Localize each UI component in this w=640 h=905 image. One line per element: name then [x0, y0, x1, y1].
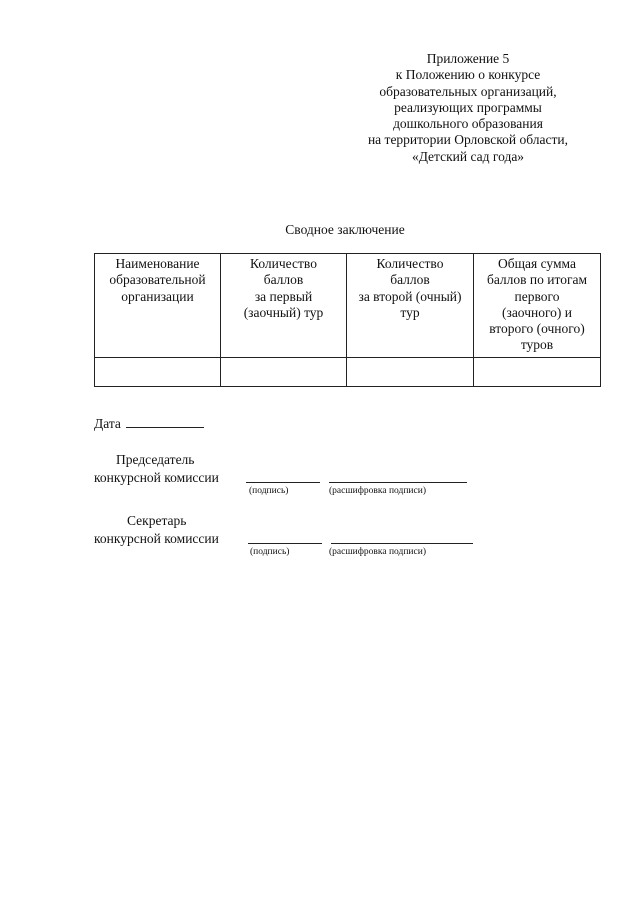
table-cell	[347, 358, 474, 387]
header-organization-name	[95, 254, 221, 358]
header-second-round-points	[347, 254, 474, 358]
header-line: организации	[121, 288, 194, 304]
date-field	[94, 415, 204, 432]
header-line: образовательной	[109, 272, 206, 288]
header-line: (заочного) и	[501, 304, 573, 320]
appendix-line: на территории Орловской области,	[367, 132, 569, 148]
document-title: Сводное заключение	[285, 222, 405, 237]
secretary-commission: конкурсной комиссии	[94, 531, 219, 546]
appendix-line: образовательных организаций,	[379, 83, 557, 99]
header-line: Наименование	[115, 256, 200, 271]
header-first-round-points	[221, 254, 347, 358]
secretary-decode-caption: (расшифровка подписи)	[329, 547, 426, 557]
header-line: за второй (очный)	[358, 288, 462, 304]
header-line: первого	[514, 288, 560, 304]
appendix-line: «Детский сад года»	[411, 148, 525, 164]
appendix-line: Приложение 5	[426, 51, 510, 66]
secretary-role	[94, 512, 219, 548]
appendix-line: к Положению о конкурсе	[395, 67, 541, 83]
chairman-title: Председатель	[116, 452, 195, 467]
secretary-signature-line	[248, 543, 322, 544]
header-total-points	[474, 254, 601, 358]
header-line: Количество	[376, 256, 444, 271]
header-line: (заочный) тур	[243, 304, 324, 320]
chairman-role	[94, 451, 219, 487]
appendix-block	[340, 51, 596, 165]
header-line: баллов	[390, 272, 430, 288]
header-line: баллов по итогам	[486, 272, 588, 288]
header-line: второго (очного)	[489, 321, 585, 337]
chairman-decode-caption: (расшифровка подписи)	[329, 486, 426, 496]
chairman-signature-line	[246, 482, 320, 483]
header-line: Количество	[250, 256, 317, 271]
appendix-line: дошкольного образования	[393, 116, 543, 132]
table-cell	[474, 358, 601, 387]
header-line: тур	[400, 304, 420, 320]
secretary-signature-caption: (подпись)	[250, 547, 290, 557]
chairman-commission: конкурсной комиссии	[94, 470, 219, 485]
date-blank-line	[126, 415, 204, 428]
summary-table	[94, 253, 601, 387]
header-line: Общая сумма	[498, 256, 576, 271]
header-line: за первый	[254, 288, 313, 304]
secretary-decode-line	[331, 543, 473, 544]
table-header-row	[95, 254, 601, 358]
table-cell	[95, 358, 221, 387]
table-row	[95, 358, 601, 387]
secretary-title: Секретарь	[127, 513, 187, 528]
table-cell	[221, 358, 347, 387]
appendix-line: реализующих программы	[394, 99, 542, 115]
date-label: Дата	[94, 416, 121, 431]
header-line: баллов	[263, 272, 304, 288]
chairman-signature-caption: (подпись)	[249, 486, 289, 496]
chairman-decode-line	[329, 482, 467, 483]
header-line: туров	[520, 337, 554, 353]
